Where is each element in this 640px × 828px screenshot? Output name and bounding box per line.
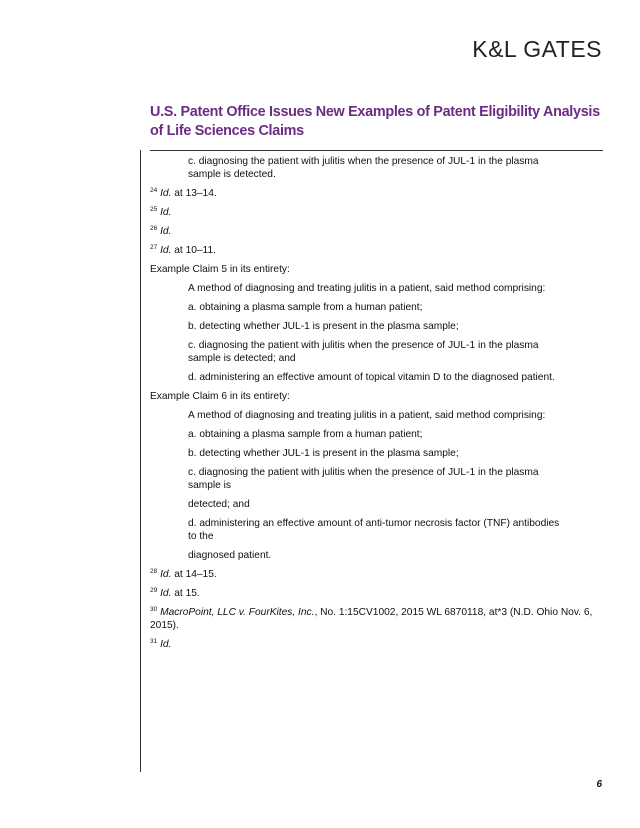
claim-6-step-b: b. detecting whether JUL-1 is present in the plasma sample;: [188, 448, 459, 459]
footnote-citation: Id.: [160, 569, 172, 580]
footnote-text: , No. 1:15CV1002, 2015 WL 6870118, at*3 (N.D. Ohio Nov. 6, 2015).: [150, 607, 593, 631]
page-number: 6: [596, 779, 602, 790]
footnote-citation: Id.: [160, 588, 172, 599]
footnote-number: 31: [150, 638, 158, 645]
footnote-text: at 10–11.: [171, 245, 216, 256]
footnote-30: [150, 606, 605, 632]
footnote-29: [150, 587, 605, 600]
claim-6-step-c: c. diagnosing the patient with julitis when the presence of JUL-1 in the plasma sample is: [188, 467, 539, 491]
footnote-citation: Id.: [160, 639, 172, 650]
footnote-26: [150, 225, 605, 238]
claim-6-step-c-continued: detected; and: [188, 499, 250, 510]
footnote-24: [150, 187, 605, 200]
footnote-citation: Id.: [160, 188, 172, 199]
footnote-25: [150, 206, 605, 219]
page-title: U.S. Patent Office Issues New Examples of Patent Eligibility Analysis of Life Sciences Claims: [150, 104, 600, 139]
footnote-number: 28: [150, 568, 158, 575]
footnote-31: [150, 638, 605, 651]
footnote-number: 29: [150, 587, 158, 594]
claim-6-step-d-continued: diagnosed patient.: [188, 550, 272, 561]
footnote-citation: Id.: [160, 226, 172, 237]
footnote-citation: Id.: [160, 207, 172, 218]
claim-5-step-d: d. administering an effective amount of topical vitamin D to the diagnosed patient.: [188, 372, 555, 383]
footnote-text: at 13–14.: [171, 188, 217, 199]
company-logo: K&L GATES: [472, 36, 602, 62]
footnote-number: 24: [150, 187, 158, 194]
claim-5-intro: Example Claim 5 in its entirety:: [150, 264, 290, 275]
footnote-28: [150, 568, 605, 581]
claim-5-preamble: A method of diagnosing and treating julitis in a patient, said method comprising:: [188, 283, 546, 294]
footnote-text: at 14–15.: [171, 569, 217, 580]
claim-6-step-d: d. administering an effective amount of anti-tumor necrosis factor (TNF) antibodies to the: [188, 518, 560, 542]
claim-step-continued: c. diagnosing the patient with julitis when the presence of JUL-1 in the plasma sample is detected.: [188, 156, 539, 180]
claim-5-step-c: c. diagnosing the patient with julitis when the presence of JUL-1 in the plasma sample is detected; and: [188, 340, 539, 364]
claim-6-intro: Example Claim 6 in its entirety:: [150, 391, 290, 402]
footnote-number: 26: [150, 225, 158, 232]
title-divider: [150, 150, 603, 151]
footnote-27: [150, 244, 605, 257]
claim-6-step-a: a. obtaining a plasma sample from a human patient;: [188, 429, 423, 440]
document-body: [150, 155, 605, 657]
footnote-number: 30: [150, 606, 158, 613]
footnote-number: 25: [150, 206, 158, 213]
footnote-text: at 15.: [171, 588, 200, 599]
footnote-citation: Id.: [160, 245, 172, 256]
claim-5-step-a: a. obtaining a plasma sample from a human patient;: [188, 302, 423, 313]
footnote-case-name: MacroPoint, LLC v. FourKites, Inc.: [160, 607, 315, 618]
footnote-number: 27: [150, 244, 158, 251]
claim-6-preamble: A method of diagnosing and treating julitis in a patient, said method comprising:: [188, 410, 546, 421]
left-margin-rule: [140, 150, 141, 772]
claim-5-step-b: b. detecting whether JUL-1 is present in the plasma sample;: [188, 321, 459, 332]
